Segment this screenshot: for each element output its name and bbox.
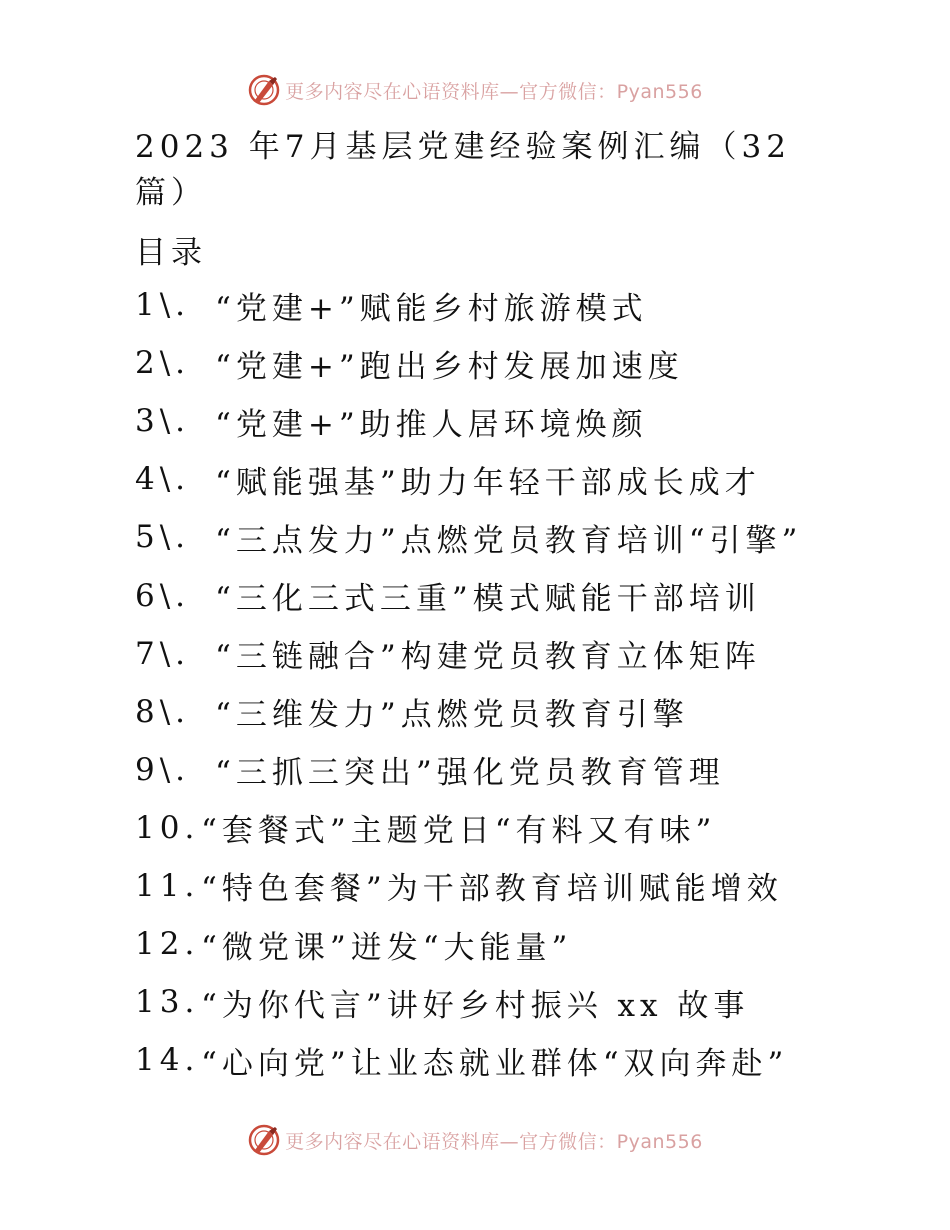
watermark-text: 更多内容尽在心语资料库—官方微信：Pyan556	[285, 1130, 703, 1153]
toc-heading: 目录	[135, 235, 207, 271]
toc-item	[135, 1031, 835, 1089]
toc-item-title: “赋能强基”助力年轻干部成长成才	[215, 464, 761, 501]
toc-item-title: “党建+”跑出乡村发展加速度	[215, 348, 684, 385]
toc-item-title: “党建+”赋能乡村旅游模式	[215, 290, 648, 327]
toc-item	[135, 276, 835, 334]
toc-item-title: “党建+”助推人居环境焕颜	[215, 406, 648, 443]
toc-item	[135, 683, 835, 741]
toc-item-number: 6\.	[135, 577, 191, 614]
toc-item	[135, 566, 835, 624]
toc-item-number: 4\.	[135, 461, 191, 498]
toc-item	[135, 508, 835, 566]
toc-item-number: 5\.	[135, 519, 191, 556]
toc-item-number: 3\.	[135, 403, 191, 440]
toc-item	[135, 392, 835, 450]
toc-item-number: 13.	[135, 984, 200, 1021]
toc-item-title: “三抓三突出”强化党员教育管理	[215, 755, 725, 792]
toc-item-title: “微党课”迸发“大能量”	[201, 929, 573, 966]
toc-item-title: “为你代言”讲好乡村振兴 xx 故事	[201, 987, 750, 1024]
toc-item	[135, 625, 835, 683]
toc-item-title: “套餐式”主题党日“有料又有味”	[201, 813, 717, 850]
toc-item	[135, 741, 835, 799]
toc-item-title: “心向党”让业态就业群体“双向奔赴”	[201, 1045, 789, 1082]
watermark-header	[0, 70, 950, 110]
document-body	[135, 124, 835, 1089]
toc-item-title: “三化三式三重”模式赋能干部培训	[215, 581, 761, 618]
toc-item-title: “三链融合”构建党员教育立体矩阵	[215, 639, 761, 676]
toc-item-number: 14.	[135, 1042, 200, 1079]
pen-nib-circle-icon	[247, 1123, 281, 1157]
toc-item-number: 10.	[135, 809, 200, 846]
toc-item-number: 8\.	[135, 693, 191, 730]
toc-item-number: 7\.	[135, 635, 191, 672]
watermark-text: 更多内容尽在心语资料库—官方微信：Pyan556	[285, 80, 703, 103]
watermark-footer	[0, 1120, 950, 1160]
toc-item	[135, 915, 835, 973]
toc-item-title: “三维发力”点燃党员教育引擎	[215, 697, 689, 734]
toc-item-number: 1\.	[135, 287, 191, 324]
toc-item-number: 2\.	[135, 345, 191, 382]
pen-nib-circle-icon	[247, 73, 281, 107]
toc-item-number: 11.	[135, 867, 200, 904]
toc-item	[135, 973, 835, 1031]
document-title: 2023 年7月基层党建经验案例汇编（32 篇）	[135, 129, 791, 211]
toc-item	[135, 450, 835, 508]
toc-item-title: “特色套餐”为干部教育培训赋能增效	[201, 871, 783, 908]
toc-item	[135, 334, 835, 392]
toc-item-title: “三点发力”点燃党员教育培训“引擎”	[215, 522, 803, 559]
toc-item-number: 12.	[135, 926, 200, 963]
toc-item	[135, 799, 835, 857]
table-of-contents	[135, 276, 835, 1089]
toc-item	[135, 857, 835, 915]
toc-item-number: 9\.	[135, 751, 191, 788]
